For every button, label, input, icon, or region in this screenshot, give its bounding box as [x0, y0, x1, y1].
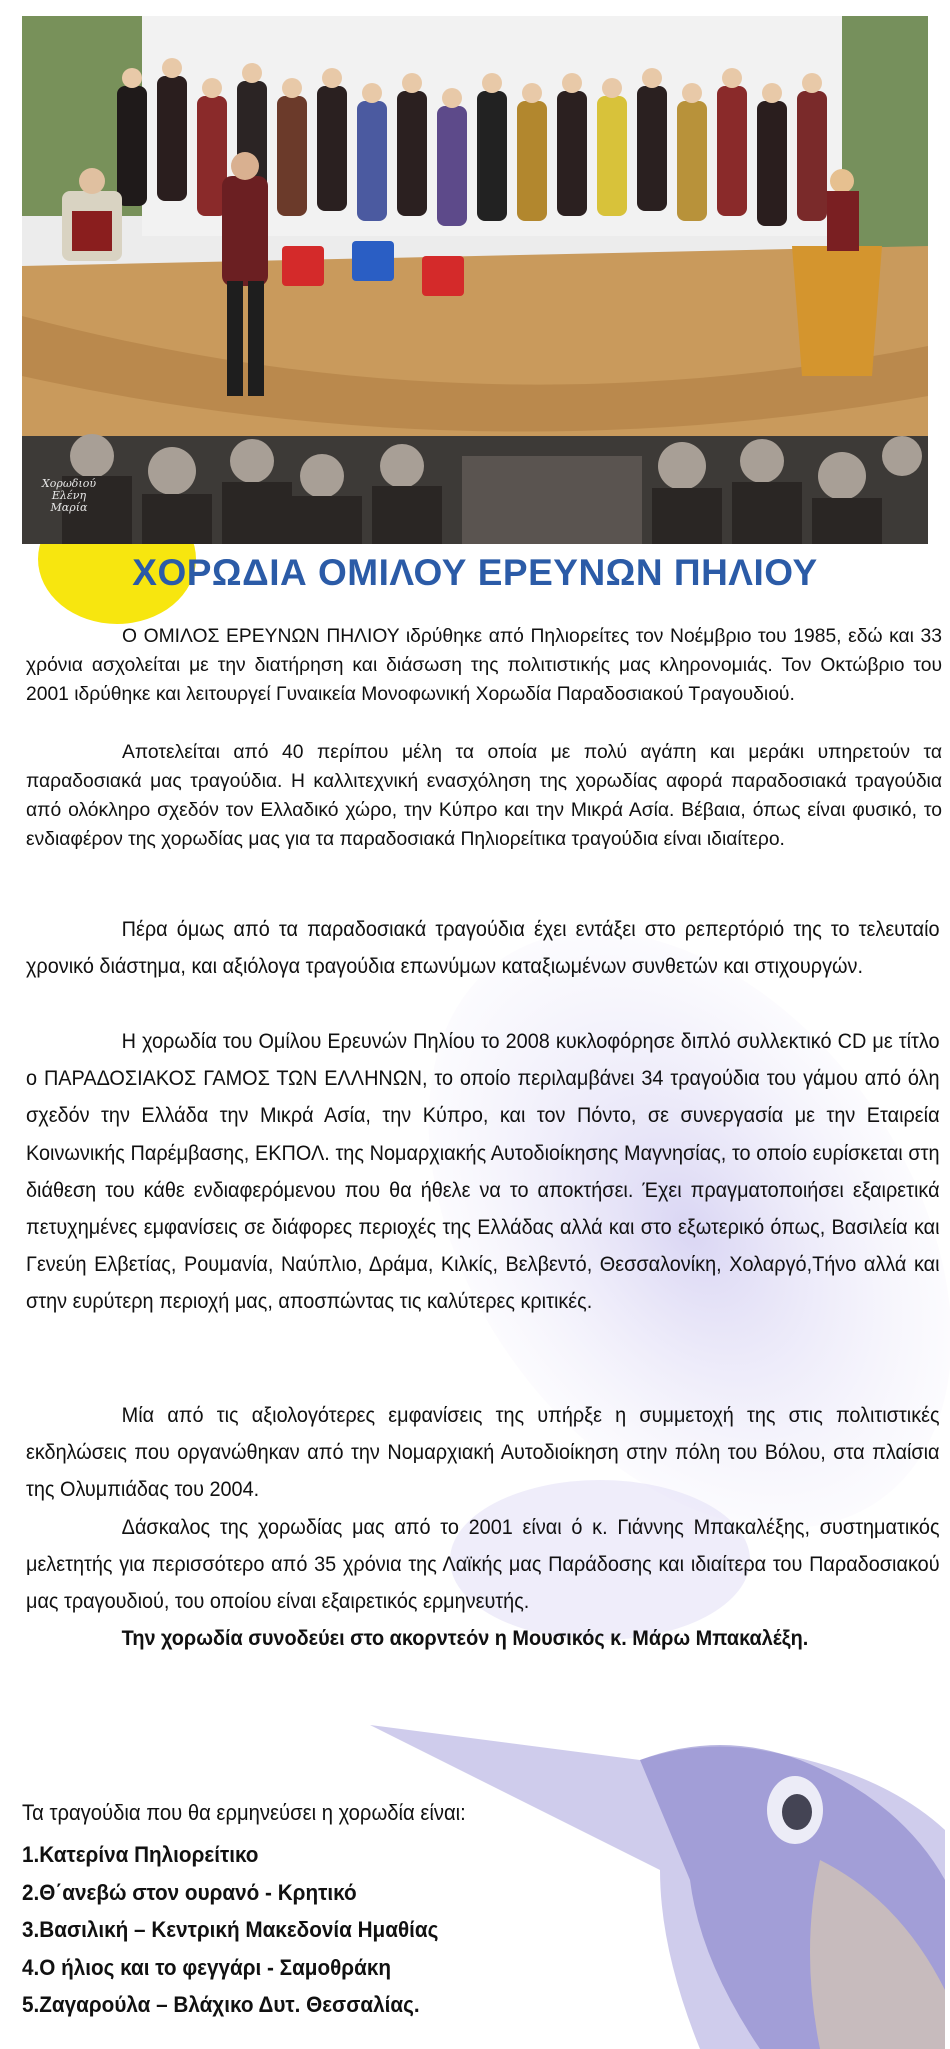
paragraph-teacher: Δάσκαλος της χορωδίας μας από το 2001 είναι ό κ. Γιάννης Μπακαλέξης, συστηματικός μελετητής για περισσότερο από 35 χρόνια της Λαϊκής μας Παράδοσης και ιδιαίτερα του Παραδοσιακού μας τραγουδιού, του οποίου είναι εξαιρετικός ερμηνευτής.	[26, 1514, 940, 1614]
photo-watermark	[34, 478, 104, 514]
paragraph-accordion: Την χορωδία συνοδεύει στο ακορντεόν η Μουσικός κ. Μάρω Μπακαλέξη.	[121, 1625, 809, 1650]
list-item: 5.Ζαγαρούλα – Βλάχικο Δυτ. Θεσσαλίας.	[22, 1992, 420, 2017]
watermark-line-1: Χορωδιού	[41, 477, 97, 490]
choir-photo	[22, 16, 928, 544]
paragraph-repertoire: Πέρα όμως από τα παραδοσιακά τραγούδια έχει εντάξει στο ρεπερτόριό της το τελευταίο χρονικό διάστημα, και αξιόλογα τραγούδια επωνύμων καταξιωμένων συνθετών και στιχουργών.	[26, 916, 940, 979]
list-item: 4.Ο ήλιος και το φεγγάρι - Σαμοθράκη	[22, 1954, 392, 1980]
songs-intro: Τα τραγούδια που θα ερμηνεύσει η χορωδία είναι:	[22, 1800, 466, 1825]
list-item: 2.Θ΄ανεβώ στον ουρανό - Κρητικό	[22, 1879, 357, 1905]
paragraph-cd: Η χορωδία του Ομίλου Ερευνών Πηλίου το 2008 κυκλοφόρησε διπλό συλλεκτικό CD με τίτλο ο ΠΑΡΑΔΟΣΙΑΚΟΣ ΓΑΜΟΣ ΤΩΝ ΕΛΛΗΝΩΝ, το οποίο περιλαμβάνει 34 τραγούδια του γάμου από όλη σχεδόν την Ελλάδα την Μικρά Ασία, την Κύπρο, και τον Πόντο, σε συνεργασία με την Εταιρεία Κοινωνικής Παρέμβασης, ΕΚΠΟΛ. της Νομαρχιακής Αυτοδιοίκησης Μαγνησίας, το οποίο ευρίσκεται στη διάθεση του κάθε ενδιαφερόμενου που θα ήθελε να το αποκτήσει. Έχει πραγματοποιήσει εξαιρετικά πετυχημένες εμφανίσεις σε διάφορες περιοχές της Ελλάδας αλλά και στο εξωτερικό όπως, Βασιλεία και Γενεύη Ελβετίας, Ρουμανία, Ναύπλιο, Δράμα, Κιλκίς, Βελβεντό, Θεσσαλονίκη, Χολαργό,Τήνο αλλά και στην ευρύτερη περιοχή μας, αποσπώντας τις καλύτερες κριτικές.	[26, 1028, 940, 1314]
songs-list	[22, 1836, 475, 2024]
list-item: 1.Κατερίνα Πηλιορείτικο	[22, 1842, 259, 1867]
page-title: ΧΟΡΩΔΙΑ ΟΜΙΛΟΥ ΕΡΕΥΝΩΝ ΠΗΛΙΟΥ	[132, 552, 818, 593]
paragraph-members: Αποτελείται από 40 περίπου μέλη τα οποία με πολύ αγάπη και μεράκι υπηρετούν τα παραδοσιακά μας τραγούδια. Η καλλιτεχνική ενασχόληση της χορωδίας αφορά παραδοσιακά τραγούδια από ολόκληρο σχεδόν τον Ελλαδικό χώρο, την Κύπρο και την Μικρά Ασία. Βέβαια, όπως είναι φυσικό, το ενδιαφέρον της χορωδίας μας για τα παραδοσιακά Πηλιορείτικα τραγούδια είναι ιδιαίτερο.	[26, 742, 942, 850]
paragraph-intro: Ο ΟΜΙΛΟΣ ΕΡΕΥΝΩΝ ΠΗΛΙΟΥ ιδρύθηκε από Πηλιορείτες τον Νοέμβριο του 1985, εδώ και 33 χρόνια ασχολείται με την διατήρηση και διάσωση της πολιτιστικής μας κληρονομιάς. Τον Οκτώβριο του 2001 ιδρύθηκε και λειτουργεί Γυναικεία Μονοφωνική Χορωδία Παραδοσιακού Τραγουδιού.	[26, 626, 942, 705]
paragraph-olympics: Μία από τις αξιολογότερες εμφανίσεις της υπήρξε η συμμετοχή της στις πολιτιστικές εκδηλώσεις που οργανώθηκαν από την Νομαρχιακή Αυτοδιοίκηση στην πόλη του Βόλου, στα πλαίσια της Ολυμπιάδας του 2004.	[26, 1402, 940, 1502]
watermark-line-2: Ελένη Μαρία	[50, 489, 88, 514]
list-item: 3.Βασιλική – Κεντρική Μακεδονία Ημαθίας	[22, 1917, 439, 1942]
